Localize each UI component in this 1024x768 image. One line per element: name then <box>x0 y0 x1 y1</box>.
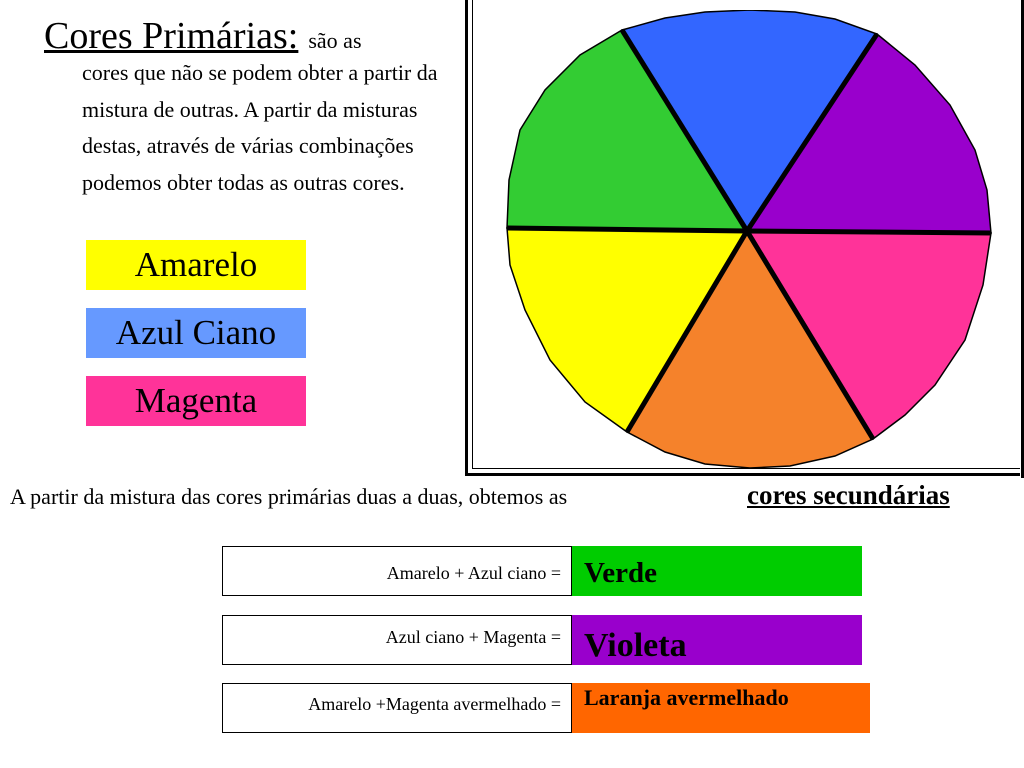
heading-title: Cores Primárias: <box>44 15 299 57</box>
wheel-divider <box>507 228 747 231</box>
primary-color-label: Azul Ciano <box>115 313 277 352</box>
primary-color-yellow <box>86 240 306 290</box>
equation-result-violeta: Violeta <box>572 615 862 665</box>
primary-color-magenta <box>86 376 306 426</box>
equation-result-laranja: Laranja avermelhado <box>572 683 870 733</box>
primary-color-cyan <box>86 308 306 358</box>
equation-left: Azul ciano + Magenta = <box>222 615 572 665</box>
secondary-intro-text: A partir da mistura das cores primárias duas a duas, obtemos as <box>10 484 568 509</box>
heading-lead: são as <box>308 28 362 53</box>
primary-color-label: Magenta <box>134 381 258 420</box>
primary-color-label: Amarelo <box>134 245 258 284</box>
color-wheel-segments <box>507 10 991 468</box>
secondary-intro-emphasis: cores secundárias <box>747 480 950 510</box>
heading-block <box>44 14 462 201</box>
equation-left: Amarelo + Azul ciano = <box>222 546 572 596</box>
color-wheel <box>505 10 995 472</box>
equation-result-verde: Verde <box>572 546 862 596</box>
equation-left: Amarelo +Magenta avermelhado = <box>222 683 572 733</box>
heading-body: cores que não se podem obter a partir da mistura de outras. A partir da misturas destas, através de várias combinações podemos obter todas as outras cores. <box>82 60 438 195</box>
wheel-divider <box>747 231 991 233</box>
